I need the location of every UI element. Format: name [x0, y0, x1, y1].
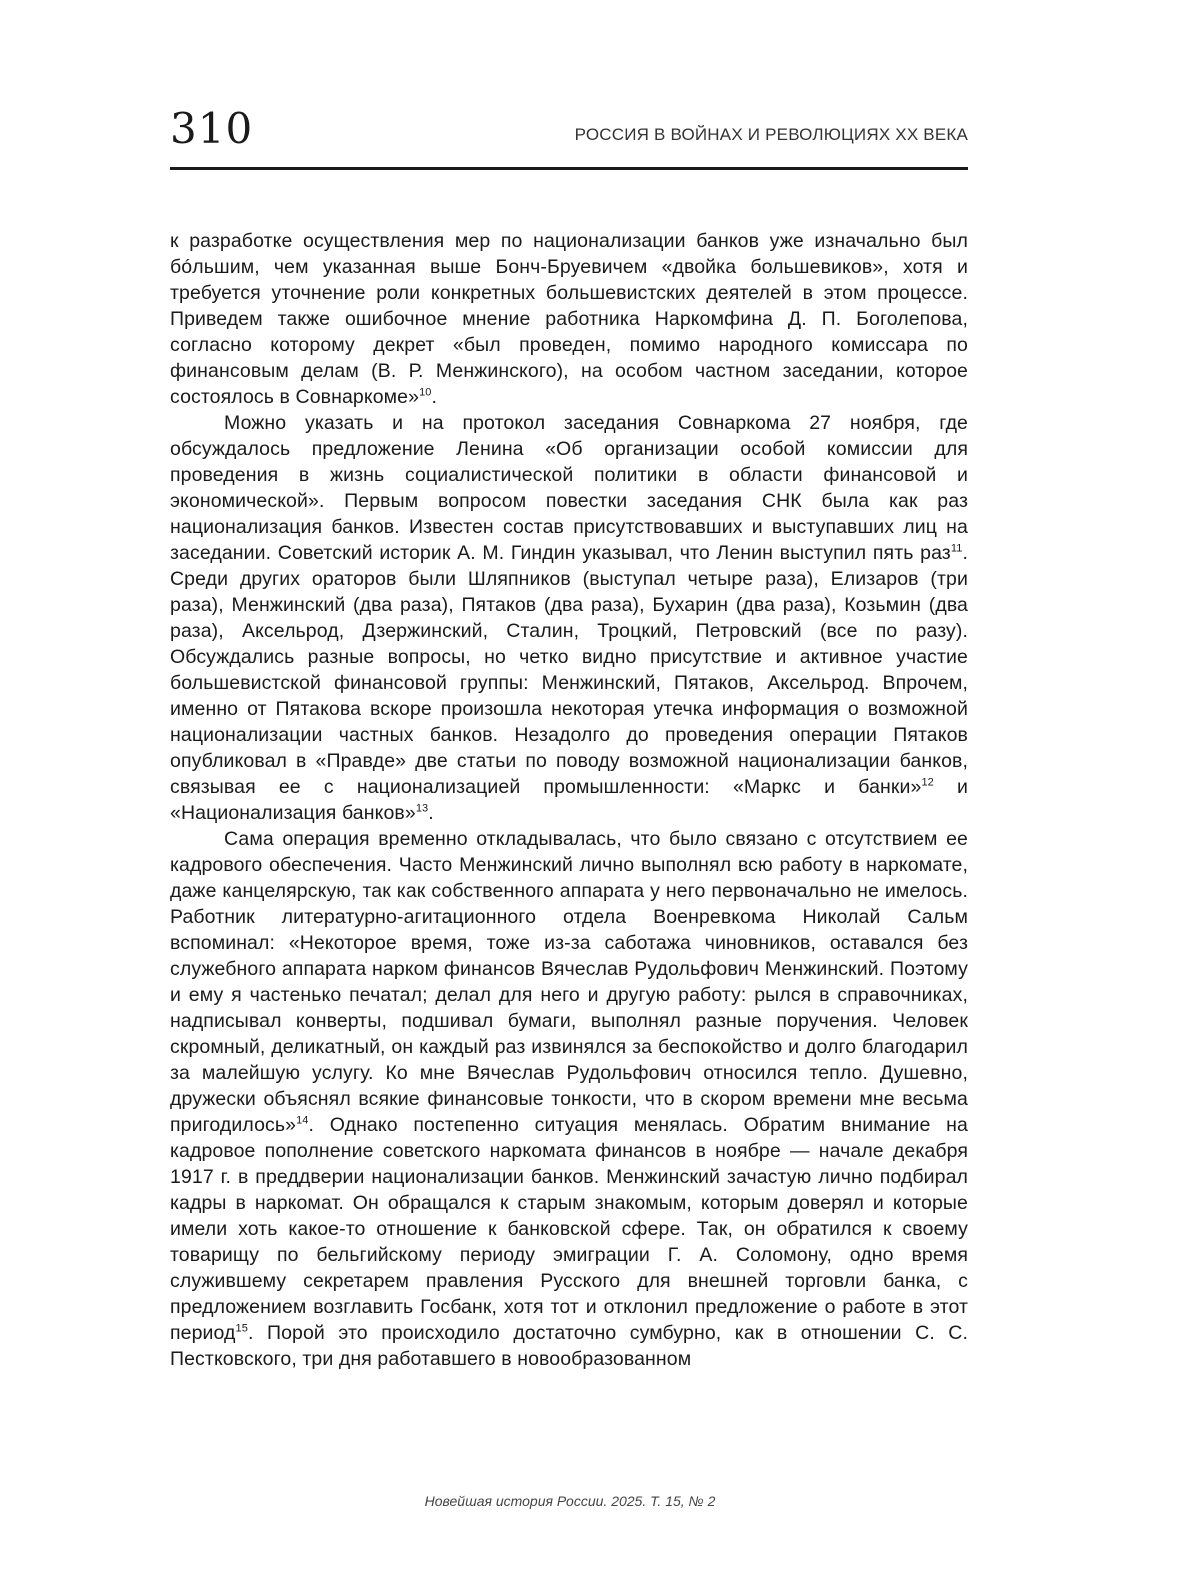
paragraph-text: . Среди других ораторов были Шляпников (выступал четыре раза), Елизаров (три раза), Менжинский (два раза), Пятаков (два раза), Бухарин (два раза), Козьмин (два раза), Аксельрод, Дзержинский, Сталин, Троцкий, Петровский (все по разу). Обсуждались разные вопросы, но четко видно присутствие и активное участие большевистской финансовой группы: Менжинский, Пятаков, Аксельрод. Впрочем, именно от Пятакова вскоре произошла некоторая утечка информация о возможной национализации частных банков. Незадолго до проведения операции Пятаков опубликовал в «Правде» две статьи по поводу возможной национализации банков, связывая ее с национализацией промышленности: «Маркс и банки»: [170, 542, 968, 798]
footnote-ref: 13: [415, 802, 429, 815]
journal-citation-footer: Новейшая история России. 2025. Т. 15, № 2: [424, 1493, 716, 1509]
header-rule: [170, 167, 968, 170]
body-text: [170, 228, 968, 1372]
footnote-ref: 15: [235, 1322, 248, 1335]
running-head: РОССИЯ В ВОЙНАХ И РЕВОЛЮЦИЯХ XX ВЕКА: [574, 125, 968, 144]
paragraph-1: [170, 228, 968, 410]
page-number: 310: [170, 104, 254, 153]
paragraph-3: [170, 826, 968, 1372]
paragraph-text: .: [428, 802, 434, 824]
footnote-ref: 11: [950, 542, 963, 555]
paragraph-text: . Однако постепенно ситуация менялась. Обратим внимание на кадровое пополнение советского наркомата финансов в ноябре — начале декабря 1917 г. в преддверии национализации банков. Менжинский зачастую лично подбирал кадры в наркомат. Он обращался к старым знакомым, которым доверял и которые имели хоть какое-то отношение к банковской сфере. Так, он обратился к своему товарищу по бельгийскому периоду эмиграции Г. А. Соломону, одно время служившему секретарем правления Русского для внешней торговли банка, с предложением возглавить Госбанк, хотя тот и отклонил предложение о работе в этот период: [170, 1114, 968, 1344]
footnote-ref: 12: [921, 776, 934, 789]
paragraph-text: .: [431, 386, 438, 408]
paragraph-2: [170, 410, 968, 826]
paragraph-text: Сама операция временно откладывалась, что было связано с отсутствием ее кадрового обеспечения. Часто Менжинский лично выполнял всю работу в наркомате, даже канцелярскую, так как собственного аппарата у него первоначально не имелось. Работник литературно-агитационного отдела Военревкома Николай Сальм вспоминал: «Некоторое время, тоже из-за саботажа чиновников, оставался без служебного аппарата нарком финансов Вячеслав Рудольфович Менжинский. Поэтому и ему я частенько печатал; делал для него и другую работу: рылся в справочниках, надписывал конверты, подшивал бумаги, выполнял разные поручения. Человек скромный, деликатный, он каждый раз извинялся за беспокойство и долго благодарил за малейшую услугу. Ко мне Вячеслав Рудольфович относился тепло. Душевно, дружески объяснял всякие финансовые тонкости, что в скором времени мне весьма пригодилось»: [170, 828, 968, 1136]
footnote-ref: 14: [296, 1114, 309, 1127]
footnote-ref: 10: [419, 386, 432, 399]
paragraph-text: . Порой это происходило достаточно сумбурно, как в отношении С. С. Пестковского, три дня работавшего в новообразованном: [170, 1322, 968, 1370]
paragraph-text: к разработке осуществления мер по национализации банков уже изначально был бóльшим, чем указанная выше Бонч-Бруевичем «двойка большевиков», хотя и требуется уточнение роли конкретных большевистских деятелей в этом процессе. Приведем также ошибочное мнение работника Наркомфина Д. П. Боголепова, согласно которому декрет «был проведен, помимо народного комиссара по финансовым делам (В. Р. Менжинского), на особом частном заседании, которое состоялось в Совнаркоме»: [170, 230, 968, 408]
paragraph-text: Можно указать и на протокол заседания Совнаркома 27 ноября, где обсуждалось предложение Ленина «Об организации особой комиссии для проведения в жизнь социалистической политики в области финансовой и экономической». Первым вопросом повестки заседания СНК была как раз национализация банков. Известен состав присутствовавших и выступавших лиц на заседании. Советский историк А. М. Гиндин указывал, что Ленин выступил пять раз: [170, 412, 968, 564]
paragraph-text: и «Национализация банков»: [170, 776, 968, 824]
